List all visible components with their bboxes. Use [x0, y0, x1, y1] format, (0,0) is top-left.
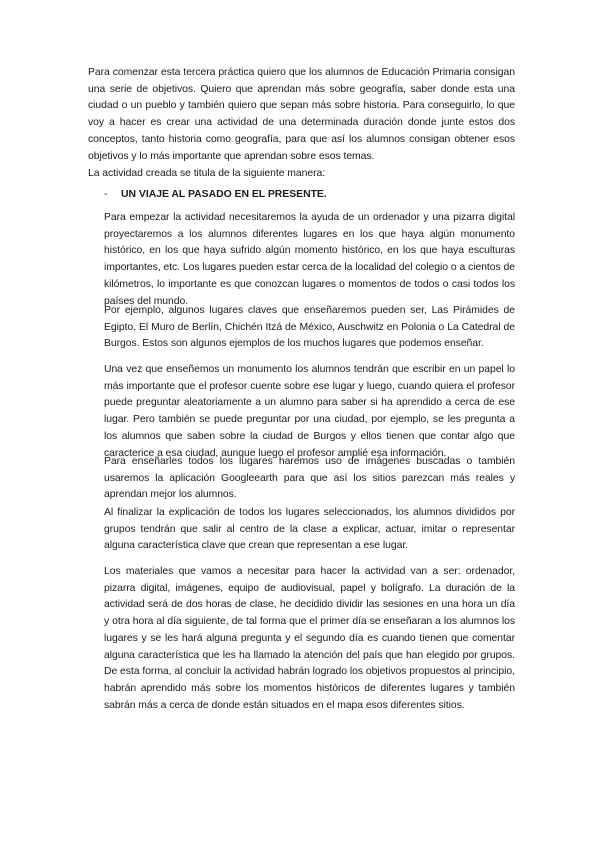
intro-paragraph: Para comenzar esta tercera práctica quiero que los alumnos de Educación Primaria consigan una serie de objetivos. Quiero que aprendan más sobre geografía, saber donde esta una ciudad o un pueblo y también quiero que sepan más sobre historia. Para conseguirlo, lo que voy a hacer es crear una actividad de una determinada duración donde junte estos dos conceptos, tanto historia como geografía, para que así los alumnos consigan obtener esos objetivos y lo más importante que aprendan sobre esos temas.	[88, 67, 515, 162]
body-paragraph: Para empezar la actividad necesitaremos la ayuda de un ordenador y una pizarra digital proyectaremos a los alumnos diferentes lugares en los que haya algún monumento histórico, en los que haya sufrido algún momento histórico, en los que haya esculturas importantes, etc. Los lugares pueden estar cerca de la localidad del colegio o a cientos de kilómetros, lo importante es que conozcan lugares o momentos de todos o casi todos los países del mundo.	[104, 212, 515, 307]
bullet-marker: -	[104, 189, 108, 200]
body-paragraph: Los materiales que vamos a necesitar para hacer la actividad van a ser: ordenador, pizarra digital, imágenes, equipo de audiovisual, papel y bolígrafo. La duración de la actividad será de dos horas de clase, he decidido dividir las sesiones en una hora un día y otra hora al día siguiente, de tal forma que el primer día se enseñaran a los alumnos los lugares y se les hará alguna pregunta y el segundo día es cuando tienen que comentar alguna característica que les ha llamado la atención del país que han elegido por grupos. De esta forma, al concluir la actividad habrán logrado los objetivos propuestos al principio, habrán aprendido más sobre los momentos históricos de diferentes lugares y también sabrán más a cerca de donde están situados en el mapa esos diferentes sitios.	[104, 566, 515, 711]
body-paragraph: Por ejemplo, algunos lugares claves que enseñaremos pueden ser, Las Pirámides de Egipto, El Muro de Berlín, Chichén Itzá de México, Auschwitz en Polonia o La Catedral de Burgos. Estos son algunos ejemplos de los muchos lugares que podemos enseñar.	[104, 305, 515, 350]
body-paragraph: Para enseñarles todos los lugares haremos uso de imágenes buscadas o también usaremos la aplicación Googleearth para que así los sitios parezcan más reales y aprendan mejor los alumnos.	[104, 456, 515, 501]
activity-intro-line: La actividad creada se titula de la siguiente manera:	[88, 168, 326, 179]
body-paragraph: Una vez que enseñemos un monumento los alumnos tendrán que escribir en un papel lo más importante que el profesor cuente sobre ese lugar y luego, cuando quiera el profesor puede preguntar aleatoriamente a un alumno para saber si ha aprendido a cerca de ese lugar. Pero también se puede preguntar por una ciudad, por ejemplo, se les pregunta a los alumnos que saben sobre la ciudad de Burgos y ellos tienen que contar algo que caracterice a esa ciudad, aunque luego el profesor amplié esa información.	[104, 364, 515, 459]
body-paragraph: Al finalizar la explicación de todos los lugares seleccionados, los alumnos divididos por grupos tendrán que salir al centro de la clase a explicar, actuar, imitar o representar alguna característica clave que crean que representan a ese lugar.	[104, 507, 515, 552]
activity-title: UN VIAJE AL PASADO EN EL PRESENTE.	[121, 189, 327, 200]
